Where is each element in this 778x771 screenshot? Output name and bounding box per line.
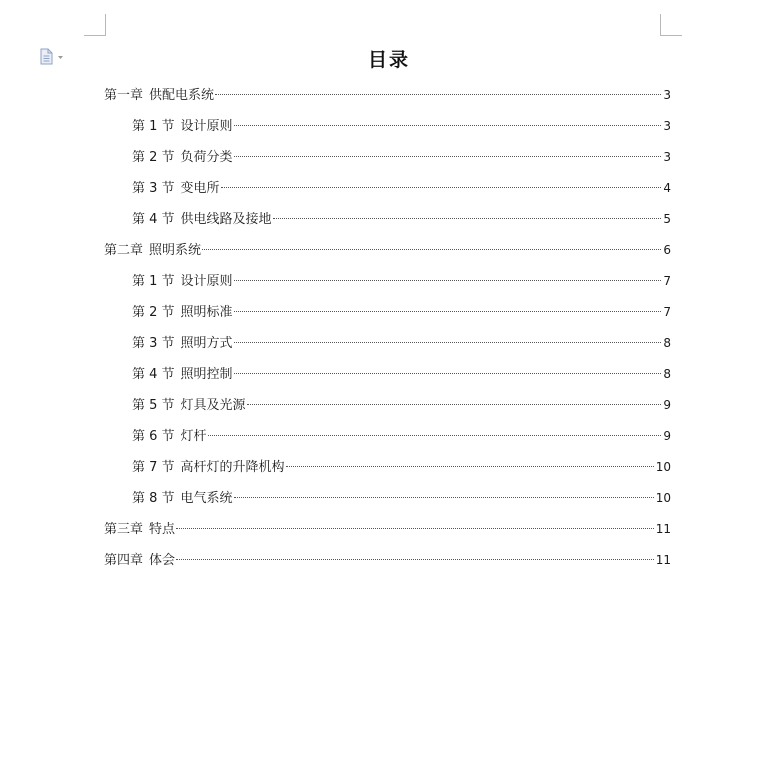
toc-section-entry[interactable] (104, 146, 671, 177)
toc-entry-number: 第三章 (104, 522, 144, 537)
toc-entry-title: 负荷分类 (180, 150, 233, 165)
toc-entry-title: 照明标准 (180, 305, 233, 320)
toc-entry-page-number: 3 (663, 150, 671, 164)
dot-leader (176, 528, 654, 529)
toc-entry-title: 设计原则 (180, 274, 233, 289)
toc-entry-number: 第 4 节 (132, 212, 175, 227)
toc-entry-number: 第 2 节 (132, 150, 175, 165)
dot-leader (215, 94, 661, 95)
toc-entry-number: 第四章 (104, 553, 144, 568)
toc-entry-page-number: 8 (663, 367, 671, 381)
toc-section-entry[interactable] (104, 425, 671, 456)
dot-leader (234, 156, 662, 157)
toc-section-entry[interactable] (104, 115, 671, 146)
dot-leader (234, 342, 662, 343)
toc-entry-page-number: 10 (655, 460, 671, 474)
toc-title: 目录 (367, 49, 410, 71)
toc-entry-number: 第 6 节 (132, 429, 175, 444)
toc-section-entry[interactable] (104, 332, 671, 363)
toc-entry-number: 第 5 节 (132, 398, 175, 413)
toc-entry-title: 变电所 (180, 181, 220, 196)
toc-entry-title: 电气系统 (180, 491, 233, 506)
toc-chapter-entry[interactable] (104, 518, 671, 549)
page-corner-mark-top-left (84, 14, 106, 36)
page-corner-mark-top-right (660, 14, 682, 36)
toc-section-entry[interactable] (104, 456, 671, 487)
toc-entry-title: 设计原则 (180, 119, 233, 134)
toc-entry-page-number: 10 (655, 491, 671, 505)
toc-entry-label (132, 426, 207, 448)
toc-section-entry[interactable] (104, 208, 671, 239)
dot-leader (234, 311, 662, 312)
toc-entry-page-number: 8 (663, 336, 671, 350)
toc-chapter-entry[interactable] (104, 549, 671, 580)
toc-entry-label (104, 550, 175, 572)
toc-entry-label (132, 333, 233, 355)
toc-entry-label (132, 147, 233, 169)
toc-section-entry[interactable] (104, 270, 671, 301)
toc-entry-title: 供配电系统 (149, 88, 215, 103)
toc-entry-number: 第二章 (104, 243, 144, 258)
toc-entry-title: 灯具及光源 (180, 398, 246, 413)
toc-entry-label (104, 519, 175, 541)
toc-section-entry[interactable] (104, 177, 671, 208)
dot-leader (208, 435, 662, 436)
dot-leader (176, 559, 654, 560)
toc-entry-page-number: 7 (663, 274, 671, 288)
toc-entry-label (132, 271, 233, 293)
dot-leader (234, 497, 654, 498)
toc-entry-label (132, 395, 246, 417)
toc-section-entry[interactable] (104, 394, 671, 425)
toc-entry-number: 第 8 节 (132, 491, 175, 506)
toc-chapter-entry[interactable] (104, 239, 671, 270)
dot-leader (247, 404, 662, 405)
toc-entry-label (132, 116, 233, 138)
toc-entry-page-number: 9 (663, 398, 671, 412)
toc-section-entry[interactable] (104, 487, 671, 518)
dot-leader (234, 373, 662, 374)
toc-entry-label (132, 364, 233, 386)
dot-leader (273, 218, 662, 219)
toc-entry-label (104, 85, 214, 107)
toc-entry-number: 第 4 节 (132, 367, 175, 382)
toc-entry-number: 第 3 节 (132, 181, 175, 196)
toc-entry-number: 第 1 节 (132, 119, 175, 134)
toc-section-entry[interactable] (104, 363, 671, 394)
dot-leader (234, 280, 662, 281)
toc-entry-page-number: 4 (663, 181, 671, 195)
toc-entry-page-number: 9 (663, 429, 671, 443)
toc-entry-page-number: 3 (663, 88, 671, 102)
toc-entry-label (132, 209, 272, 231)
toc-entry-page-number: 6 (663, 243, 671, 257)
toc-entry-number: 第 3 节 (132, 336, 175, 351)
toc-entry-number: 第 2 节 (132, 305, 175, 320)
toc-entry-title: 照明系统 (149, 243, 202, 258)
dot-leader (234, 125, 662, 126)
toc-chapter-entry[interactable] (104, 84, 671, 115)
toc-entry-title: 照明方式 (180, 336, 233, 351)
dot-leader (221, 187, 662, 188)
toc-entry-title: 体会 (149, 553, 176, 568)
toc-entry-label (132, 457, 285, 479)
toc-entry-number: 第 1 节 (132, 274, 175, 289)
dot-leader (286, 466, 654, 467)
toc-entry-page-number: 7 (663, 305, 671, 319)
dot-leader (202, 249, 661, 250)
toc-entry-label (132, 302, 233, 324)
toc-entry-page-number: 3 (663, 119, 671, 133)
toc-entry-title: 特点 (149, 522, 176, 537)
toc-entry-title: 高杆灯的升降机构 (180, 460, 285, 475)
toc-entry-label (132, 178, 220, 200)
toc-entry-number: 第一章 (104, 88, 144, 103)
toc-entry-page-number: 11 (655, 522, 671, 536)
toc-entry-label (104, 240, 201, 262)
toc-entry-page-number: 5 (663, 212, 671, 226)
toc-entry-title: 灯杆 (180, 429, 207, 444)
toc-entry-label (132, 488, 233, 510)
table-of-contents (104, 84, 671, 580)
toc-entry-number: 第 7 节 (132, 460, 175, 475)
toc-entry-page-number: 11 (655, 553, 671, 567)
toc-section-entry[interactable] (104, 301, 671, 332)
toc-entry-title: 供电线路及接地 (180, 212, 272, 227)
toc-entry-title: 照明控制 (180, 367, 233, 382)
